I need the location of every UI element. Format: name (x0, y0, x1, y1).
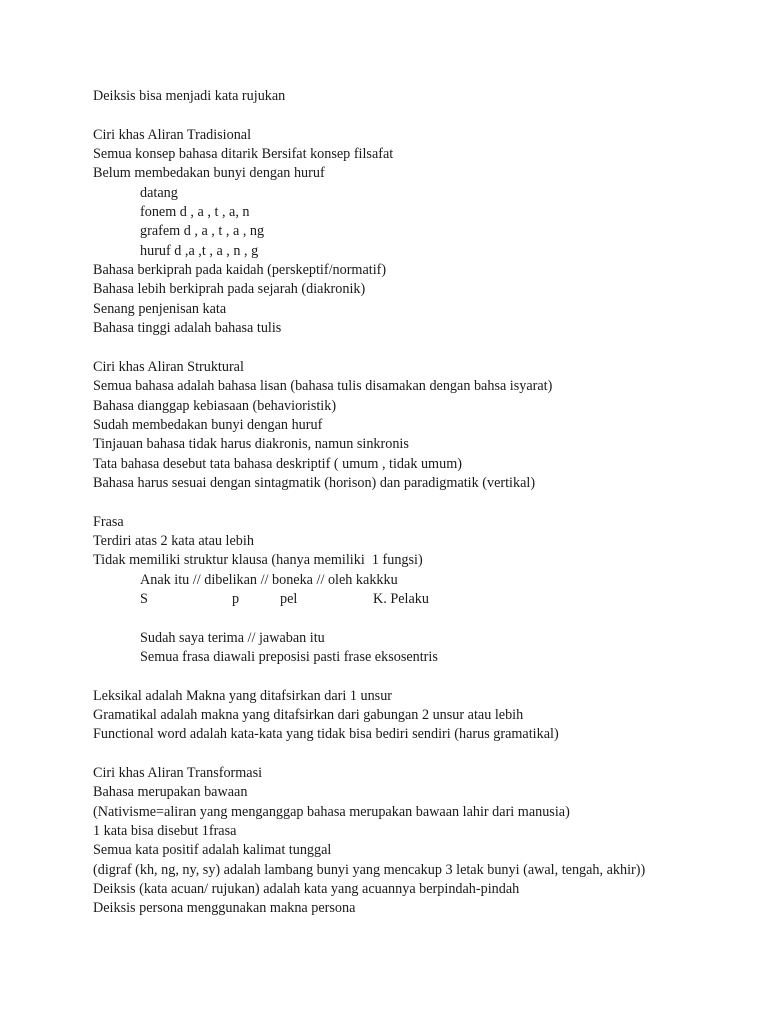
text-line: Sudah membedakan bunyi dengan huruf (93, 416, 323, 433)
function-label: S (140, 590, 148, 607)
blank-line (93, 609, 693, 628)
text-line: Semua kata positif adalah kalimat tunggal (93, 842, 332, 859)
blank-line (93, 338, 693, 357)
example-line: grafem d , a , t , a , ng (140, 223, 265, 240)
text-line: Tata bahasa desebut tata bahasa deskriptif ( umum , tidak umum) (93, 455, 462, 472)
text-line: Belum membedakan bunyi dengan huruf (93, 165, 325, 182)
blank-line (93, 493, 693, 512)
function-label: p (232, 590, 240, 607)
heading-transformasi: Ciri khas Aliran Transformasi (93, 765, 263, 782)
document-body (93, 87, 693, 919)
text-line: Terdiri atas 2 kata atau lebih (93, 532, 254, 549)
heading-struktural: Ciri khas Aliran Struktural (93, 358, 244, 375)
text-line-wrapped: (digraf (kh, ng, ny, sy) adalah lambang bunyi yang mencakup 3 letak bunyi (awal, tengah, akhir)) (93, 861, 646, 878)
blank-line (93, 106, 693, 125)
heading-tradisional: Ciri khas Aliran Tradisional (93, 126, 252, 143)
example-line: datang (140, 184, 178, 201)
text-line: Gramatikal adalah makna yang ditafsirkan dari gabungan 2 unsur atau lebih (93, 707, 524, 723)
text-line: Functional word adalah kata-kata yang tidak bisa bediri sendiri (harus gramatikal) (93, 726, 559, 743)
blank-line (93, 667, 693, 686)
function-label: K. Pelaku (373, 590, 429, 607)
text-line: Deiksis persona menggunakan makna persona (93, 900, 356, 917)
intro-line: Deiksis bisa menjadi kata rujukan (93, 88, 286, 104)
text-line: Senang penjenisan kata (93, 300, 227, 317)
text-line: Semua bahasa adalah bahasa lisan (bahasa tulis disamakan dengan bahsa isyarat) (93, 378, 553, 395)
text-line: Bahasa lebih berkiprah pada sejarah (diakronik) (93, 281, 366, 298)
text-line: Bahasa merupakan bawaan (93, 784, 248, 801)
example-sentence: Anak itu // dibelikan // boneka // oleh kakkku (140, 571, 398, 588)
example-line: Semua frasa diawali preposisi pasti frase eksosentris (140, 648, 438, 665)
example-line: huruf d ,a ,t , a , n , g (140, 242, 259, 259)
example-functions-row (93, 590, 693, 609)
blank-line (93, 745, 693, 764)
example-line: fonem d , a , t , a, n (140, 204, 250, 221)
text-line: Leksikal adalah Makna yang ditafsirkan dari 1 unsur (93, 687, 393, 704)
text-line: Bahasa tinggi adalah bahasa tulis (93, 320, 282, 337)
text-line: Deiksis (kata acuan/ rujukan) adalah kata yang acuannya berpindah-pindah (93, 881, 520, 898)
text-line: Semua konsep bahasa ditarik Bersifat konsep filsafat (93, 146, 394, 163)
text-line: Bahasa berkiprah pada kaidah (perskeptif/normatif) (93, 262, 387, 279)
text-line: (Nativisme=aliran yang menganggap bahasa merupakan bawaan lahir dari manusia) (93, 803, 570, 820)
text-line: Bahasa harus sesuai dengan sintagmatik (horison) dan paradigmatik (vertikal) (93, 474, 536, 491)
function-label: pel (280, 590, 298, 607)
text-line: 1 kata bisa disebut 1frasa (93, 823, 237, 840)
heading-frasa: Frasa (93, 513, 124, 530)
example-line: Sudah saya terima // jawaban itu (140, 629, 325, 646)
text-line: Tinjauan bahasa tidak harus diakronis, namun sinkronis (93, 436, 409, 453)
text-line: Tidak memiliki struktur klausa (hanya memiliki 1 fungsi) (93, 552, 423, 569)
text-line: Bahasa dianggap kebiasaan (behavioristik) (93, 397, 337, 414)
